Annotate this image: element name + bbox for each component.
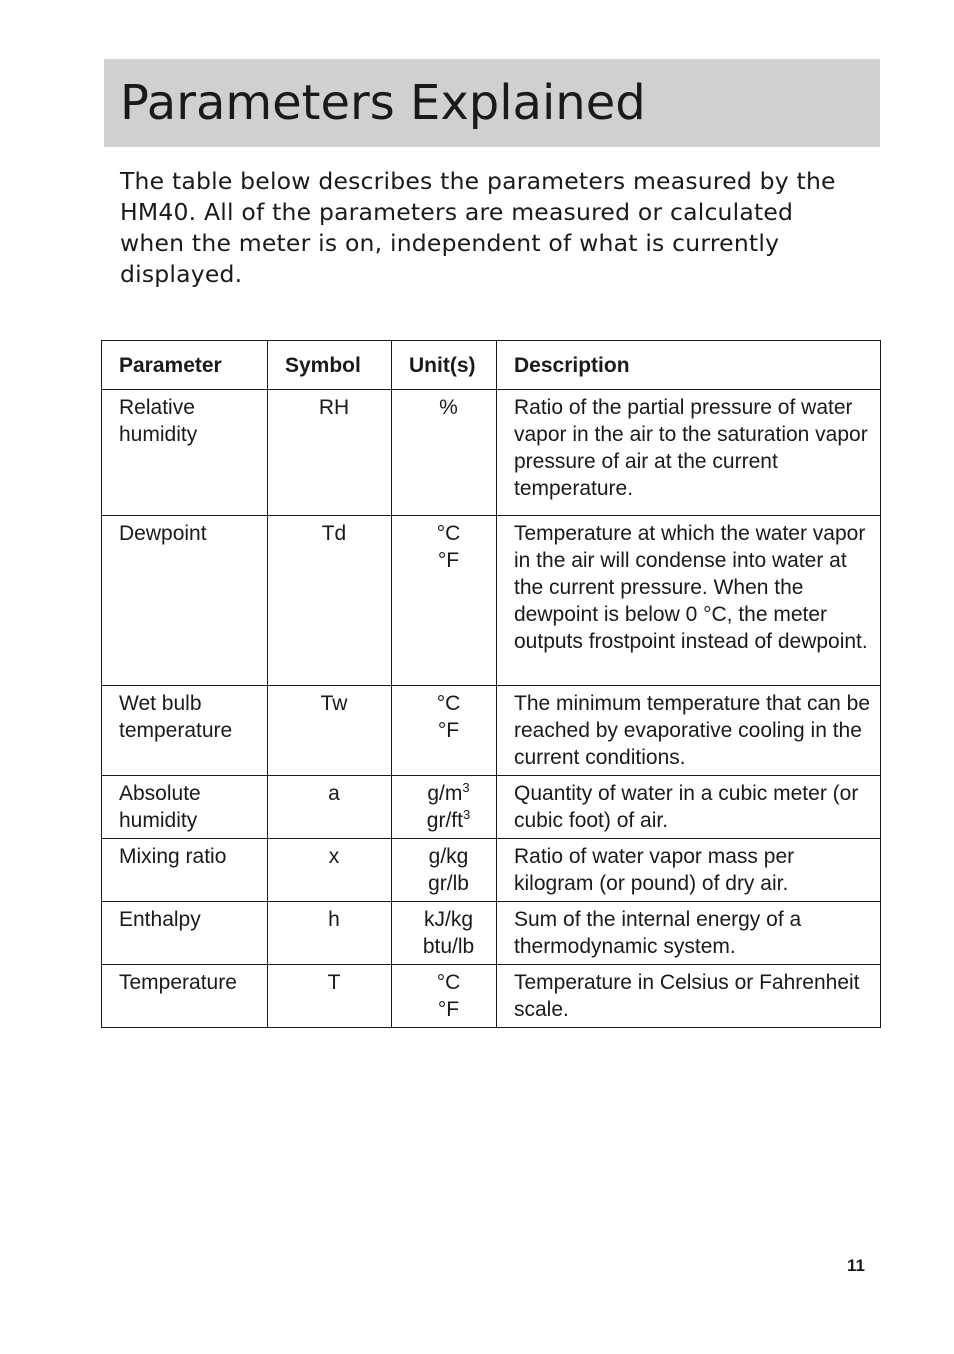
table-row [102, 839, 881, 902]
cell-parameter: Temperature [102, 965, 268, 1028]
cell-description: Temperature in Celsius or Fahrenheit scale. [497, 965, 881, 1028]
cell-description: Temperature at which the water vapor in the air will condense into water at the current pressure. When the dewpoint is below 0 °C, the meter outputs frostpoint instead of dewpoint. [497, 516, 881, 686]
unit-secondary: °F [437, 998, 460, 1021]
unit-secondary: °F [437, 549, 460, 572]
cell-description: Ratio of the partial pressure of water vapor in the air to the saturation vapor pressure of air at the current temperature. [497, 390, 881, 516]
cell-description: Ratio of water vapor mass per kilogram (or pound) of dry air. [497, 839, 881, 902]
table-row [102, 516, 881, 686]
cell-parameter: Wet bulb temperature [102, 686, 268, 776]
unit-secondary: $gr/ft^3$ [426, 807, 471, 832]
unit-secondary: gr/lb [428, 872, 469, 895]
cell-parameter: Dewpoint [102, 516, 268, 686]
intro-paragraph: The table below describes the parameters measured by the HM40. All of the parameters are measured or calculated when the meter is on, independent of what is currently displayed. [120, 167, 836, 288]
cell-symbol: T [268, 965, 392, 1028]
cell-units [392, 965, 497, 1028]
header-symbol: Symbol [268, 341, 392, 390]
cell-description: Quantity of water in a cubic meter (or cubic foot) of air. [497, 776, 881, 839]
cell-symbol: Td [268, 516, 392, 686]
title-banner [104, 59, 880, 147]
header-description: Description [497, 341, 881, 390]
unit-primary: °C [436, 522, 461, 545]
cell-parameter: Absolute humidity [102, 776, 268, 839]
table-header-row [102, 341, 881, 390]
table-row [102, 776, 881, 839]
page-title: Parameters Explained [120, 75, 646, 131]
cell-parameter: Relative humidity [102, 390, 268, 516]
cell-symbol: h [268, 902, 392, 965]
unit-primary: g/kg [428, 845, 469, 868]
unit-primary: °C [436, 692, 461, 715]
cell-units [392, 776, 497, 839]
cell-symbol: a [268, 776, 392, 839]
cell-parameter: Enthalpy [102, 902, 268, 965]
unit-primary: $g/m^3$ [427, 780, 470, 805]
table-row [102, 965, 881, 1028]
table-row [102, 390, 881, 516]
cell-symbol: x [268, 839, 392, 902]
unit-primary: °C [436, 971, 461, 994]
page-number: 11 [847, 1256, 865, 1275]
header-units: Unit(s) [392, 341, 497, 390]
unit-secondary: btu/lb [422, 935, 475, 958]
cell-units [392, 839, 497, 902]
cell-description: Sum of the internal energy of a thermodynamic system. [497, 902, 881, 965]
cell-units [392, 902, 497, 965]
cell-units [392, 686, 497, 776]
cell-description: The minimum temperature that can be reached by evaporative cooling in the current conditions. [497, 686, 881, 776]
cell-units [392, 390, 497, 516]
unit-primary: % [439, 396, 458, 419]
parameters-table [101, 340, 881, 1028]
table-row [102, 902, 881, 965]
cell-units [392, 516, 497, 686]
header-parameter: Parameter [102, 341, 268, 390]
cell-symbol: Tw [268, 686, 392, 776]
unit-secondary: °F [437, 719, 460, 742]
cell-parameter: Mixing ratio [102, 839, 268, 902]
cell-symbol: RH [268, 390, 392, 516]
unit-primary: kJ/kg [423, 908, 473, 931]
table-row [102, 686, 881, 776]
